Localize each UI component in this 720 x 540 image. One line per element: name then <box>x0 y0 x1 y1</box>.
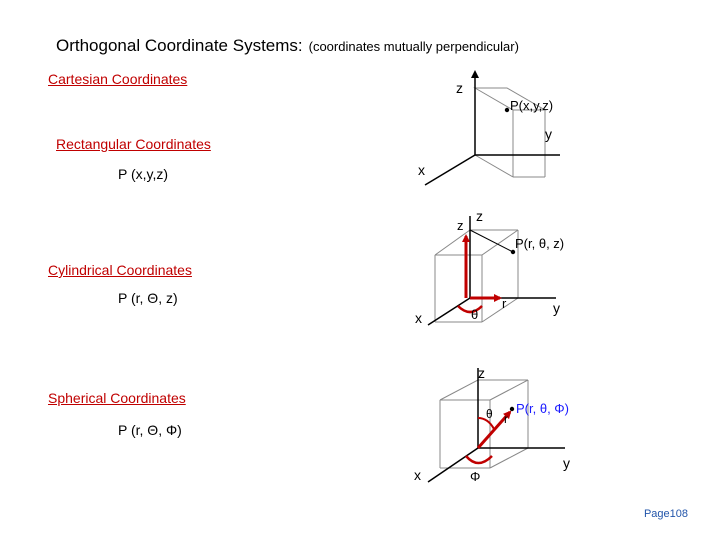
cylindrical-y-label: y <box>553 300 560 316</box>
cartesian-z-label: z <box>456 80 463 96</box>
page-number: Page108 <box>643 508 688 520</box>
spherical-diagram <box>414 365 570 484</box>
spherical-y-label: y <box>563 455 570 471</box>
cartesian-point-label: P(x,y,z) <box>510 98 554 113</box>
cartesian-heading: Cartesian Coordinates <box>48 71 188 87</box>
title-subtitle: (coordinates mutually perpendicular) <box>308 39 519 54</box>
spherical-point-notation: P (r, Θ, Φ) <box>118 422 182 438</box>
cylindrical-point-label: P(r, θ, z) <box>515 236 565 251</box>
spherical-r-label: r <box>504 412 508 426</box>
spherical-z-label: z <box>478 365 485 381</box>
cartesian-y-label: y <box>545 126 552 142</box>
spherical-phi-arc <box>466 456 492 463</box>
cylindrical-theta-arc <box>458 306 482 312</box>
spherical-x-label: x <box>414 467 421 483</box>
cartesian-x-label: x <box>418 162 425 178</box>
spherical-box <box>440 380 528 468</box>
cartesian-diagram <box>418 72 560 185</box>
cylindrical-z-height-label: z <box>457 218 464 233</box>
cartesian-x-axis <box>425 155 475 185</box>
spherical-heading: Spherical Coordinates <box>48 390 186 406</box>
cartesian-point-notation: P (x,y,z) <box>118 166 169 182</box>
cylindrical-heading: Cylindrical Coordinates <box>48 262 192 278</box>
spherical-point-dot <box>510 407 514 411</box>
spherical-phi-label: Φ <box>470 469 481 484</box>
cylindrical-z-axis-label: z <box>476 208 483 224</box>
cylindrical-diagram <box>415 208 564 326</box>
cylindrical-point-notation: P (r, Θ, z) <box>118 290 178 306</box>
title-main: Orthogonal Coordinate Systems: <box>56 36 303 55</box>
spherical-point-label: P(r, θ, Φ) <box>516 401 569 416</box>
cartesian-point-dot <box>505 108 509 112</box>
cylindrical-x-label: x <box>415 310 422 326</box>
spherical-theta-label: θ <box>486 407 493 421</box>
cylindrical-r-label: r <box>502 296 507 311</box>
cylindrical-theta-label: θ <box>471 307 479 322</box>
rectangular-heading: Rectangular Coordinates <box>56 136 211 152</box>
